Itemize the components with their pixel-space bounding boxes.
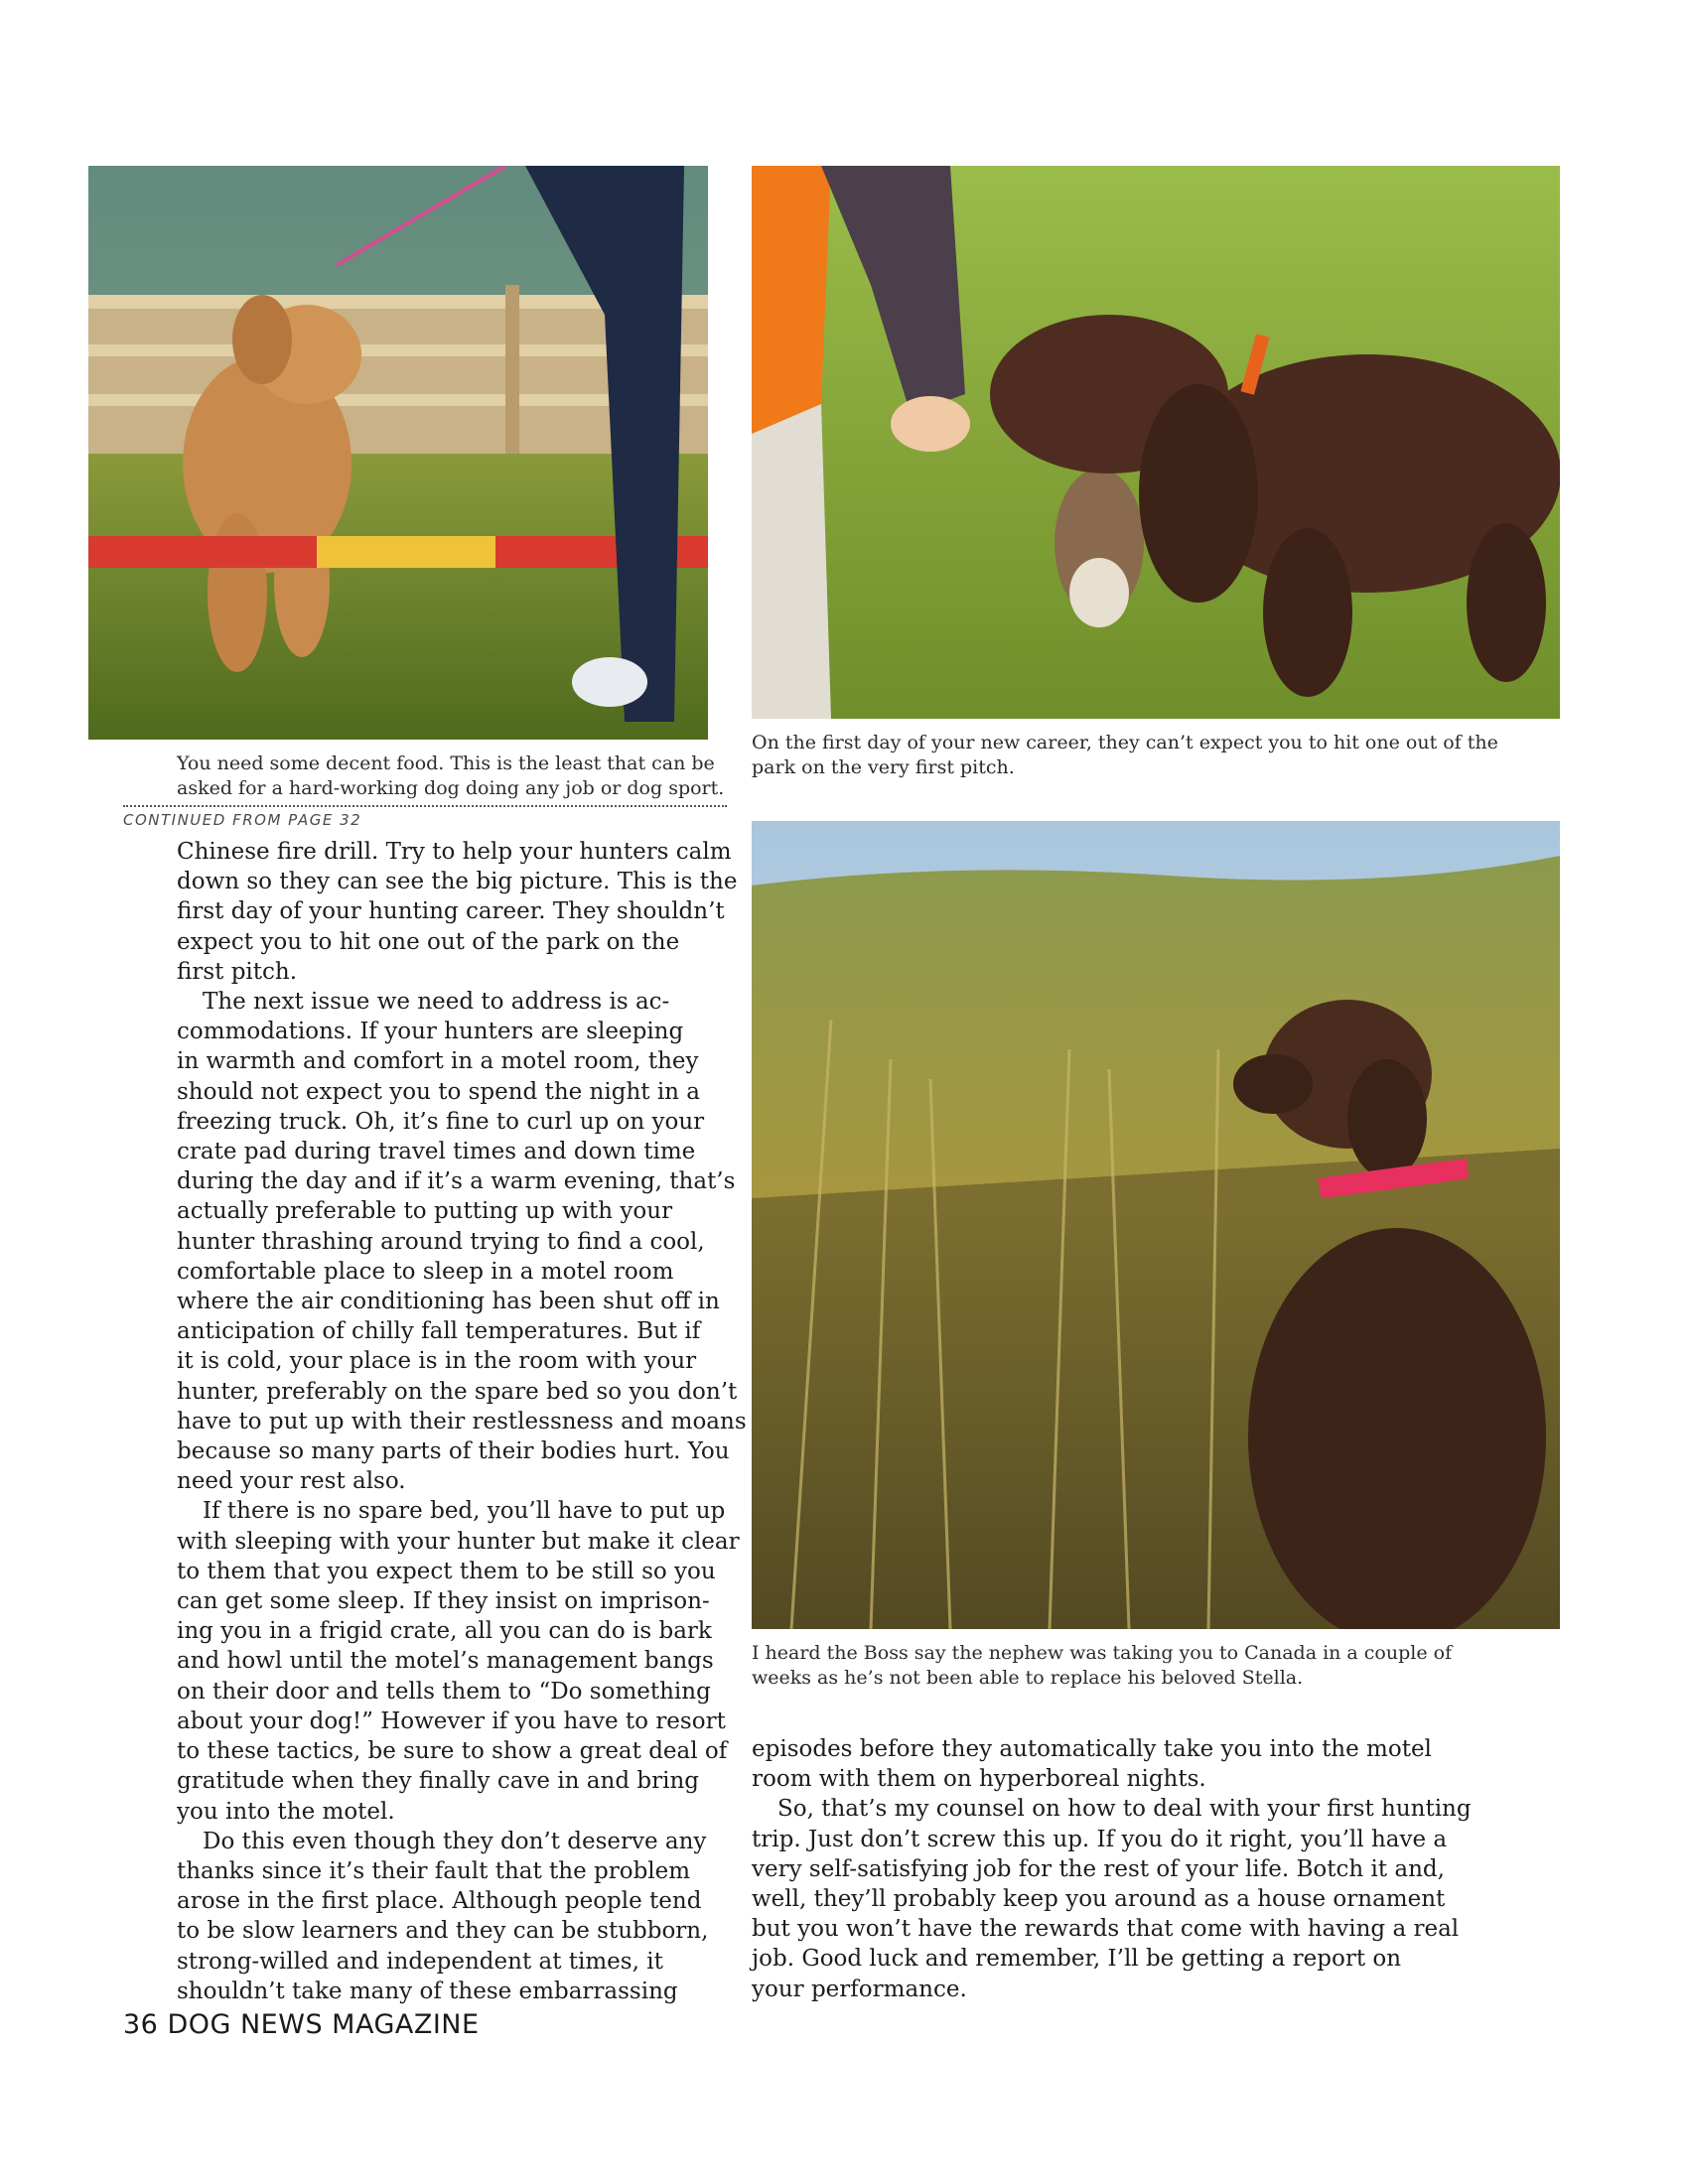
text-line: actually preferable to putting up with your	[177, 1198, 673, 1225]
text-line: need your rest also.	[177, 1468, 406, 1495]
text-line: ing you in a frigid crate, all you can do is bark	[177, 1618, 712, 1645]
text-line: strong-willed and independent at times, it	[177, 1948, 663, 1975]
text-line: anticipation of chilly fall temperatures. But if	[177, 1318, 701, 1345]
dog-in-marsh-photo	[752, 821, 1560, 1629]
text-line: Chinese fire drill. Try to help your hunters calm	[177, 839, 732, 865]
retrieving-spaniel-photo	[752, 166, 1560, 719]
text-line: episodes before they automatically take you into the motel	[752, 1736, 1432, 1762]
text-line: but you won’t have the rewards that come with having a real	[752, 1916, 1460, 1943]
text-line: have to put up with their restlessness and moans	[177, 1408, 747, 1434]
text-line: room with them on hyperboreal nights.	[752, 1766, 1206, 1793]
caption-line: On the first day of your new career, they can’t expect you to hit one out of the	[752, 732, 1498, 753]
text-line: gratitude when they finally cave in and bring	[177, 1768, 699, 1795]
text-line: because so many parts of their bodies hurt. You	[177, 1438, 730, 1465]
text-line: hunter, preferably on the spare bed so you don’t	[177, 1378, 738, 1405]
continued-label: CONTINUED FROM PAGE 32	[123, 811, 362, 829]
text-line: on their door and tells them to “Do something	[177, 1678, 711, 1705]
paragraph	[177, 837, 747, 987]
text-line: can get some sleep. If they insist on imprison-	[177, 1588, 710, 1615]
caption-marsh-photo	[752, 1641, 1452, 1691]
text-line: thanks since it’s their fault that the problem	[177, 1857, 691, 1884]
text-line: it is cold, your place is in the room with your	[177, 1348, 697, 1375]
text-line: hunter thrashing around trying to find a cool,	[177, 1228, 705, 1255]
text-line: first pitch.	[177, 958, 298, 985]
text-line: you into the motel.	[177, 1798, 395, 1825]
text-line: So, that’s my counsel on how to deal with your first hunting	[777, 1796, 1472, 1823]
text-line: shouldn’t take many of these embarrassing	[177, 1978, 678, 2004]
paragraph	[752, 1734, 1472, 1794]
agility-dog-photo	[88, 166, 708, 740]
text-line: Do this even though they don’t deserve any	[203, 1828, 707, 1854]
text-line: to these tactics, be sure to show a great deal of	[177, 1738, 728, 1765]
text-line: freezing truck. Oh, it’s fine to curl up on your	[177, 1108, 705, 1135]
text-line: down so they can see the big picture. This is the	[177, 869, 738, 895]
body-column-left	[177, 837, 747, 2006]
text-line: expect you to hit one out of the park on the	[177, 928, 680, 955]
dotted-divider	[123, 805, 727, 807]
paragraph	[752, 1794, 1472, 2003]
text-line: first day of your hunting career. They shouldn’t	[177, 898, 725, 925]
body-column-right	[752, 1734, 1472, 2004]
text-line: arose in the first place. Although people tend	[177, 1888, 702, 1915]
text-line: where the air conditioning has been shut off in	[177, 1289, 720, 1315]
text-line: should not expect you to spend the night in a	[177, 1078, 701, 1105]
text-line: and howl until the motel’s management bangs	[177, 1648, 714, 1675]
text-line: well, they’ll probably keep you around as a house ornament	[752, 1886, 1446, 1913]
page-footer-folio: 36 DOG NEWS MAGAZINE	[123, 2009, 480, 2040]
caption-line: weeks as he’s not been able to replace his beloved Stella.	[752, 1667, 1304, 1689]
text-line: in warmth and comfort in a motel room, they	[177, 1048, 699, 1075]
text-line: very self-satisfying job for the rest of your life. Botch it and,	[752, 1855, 1445, 1882]
text-line: commodations. If your hunters are sleeping	[177, 1019, 684, 1045]
caption-agility-photo	[177, 751, 724, 801]
text-line: If there is no spare bed, you’ll have to put up	[203, 1498, 726, 1525]
text-line: job. Good luck and remember, I’ll be getting a report on	[752, 1946, 1402, 1973]
caption-retrieve-photo	[752, 731, 1498, 780]
paragraph	[177, 987, 747, 1496]
text-line: trip. Just don’t screw this up. If you do it right, you’ll have a	[752, 1826, 1448, 1852]
caption-line: I heard the Boss say the nephew was taking you to Canada in a couple of	[752, 1642, 1453, 1664]
text-line: your performance.	[752, 1976, 967, 2002]
paragraph	[177, 1496, 747, 1826]
caption-line: asked for a hard-working dog doing any job or dog sport.	[177, 777, 725, 799]
paragraph	[177, 1827, 747, 2006]
text-line: with sleeping with your hunter but make it clear	[177, 1528, 740, 1555]
text-line: to them that you expect them to be still so you	[177, 1558, 716, 1584]
caption-line: park on the very first pitch.	[752, 756, 1015, 778]
text-line: to be slow learners and they can be stubborn,	[177, 1918, 709, 1945]
text-line: during the day and if it’s a warm evening, that’s	[177, 1168, 736, 1195]
text-line: about your dog!” However if you have to resort	[177, 1707, 726, 1734]
text-line: The next issue we need to address is ac-	[203, 989, 670, 1016]
caption-line: You need some decent food. This is the least that can be	[177, 752, 715, 774]
text-line: crate pad during travel times and down time	[177, 1139, 696, 1165]
text-line: comfortable place to sleep in a motel room	[177, 1258, 674, 1285]
